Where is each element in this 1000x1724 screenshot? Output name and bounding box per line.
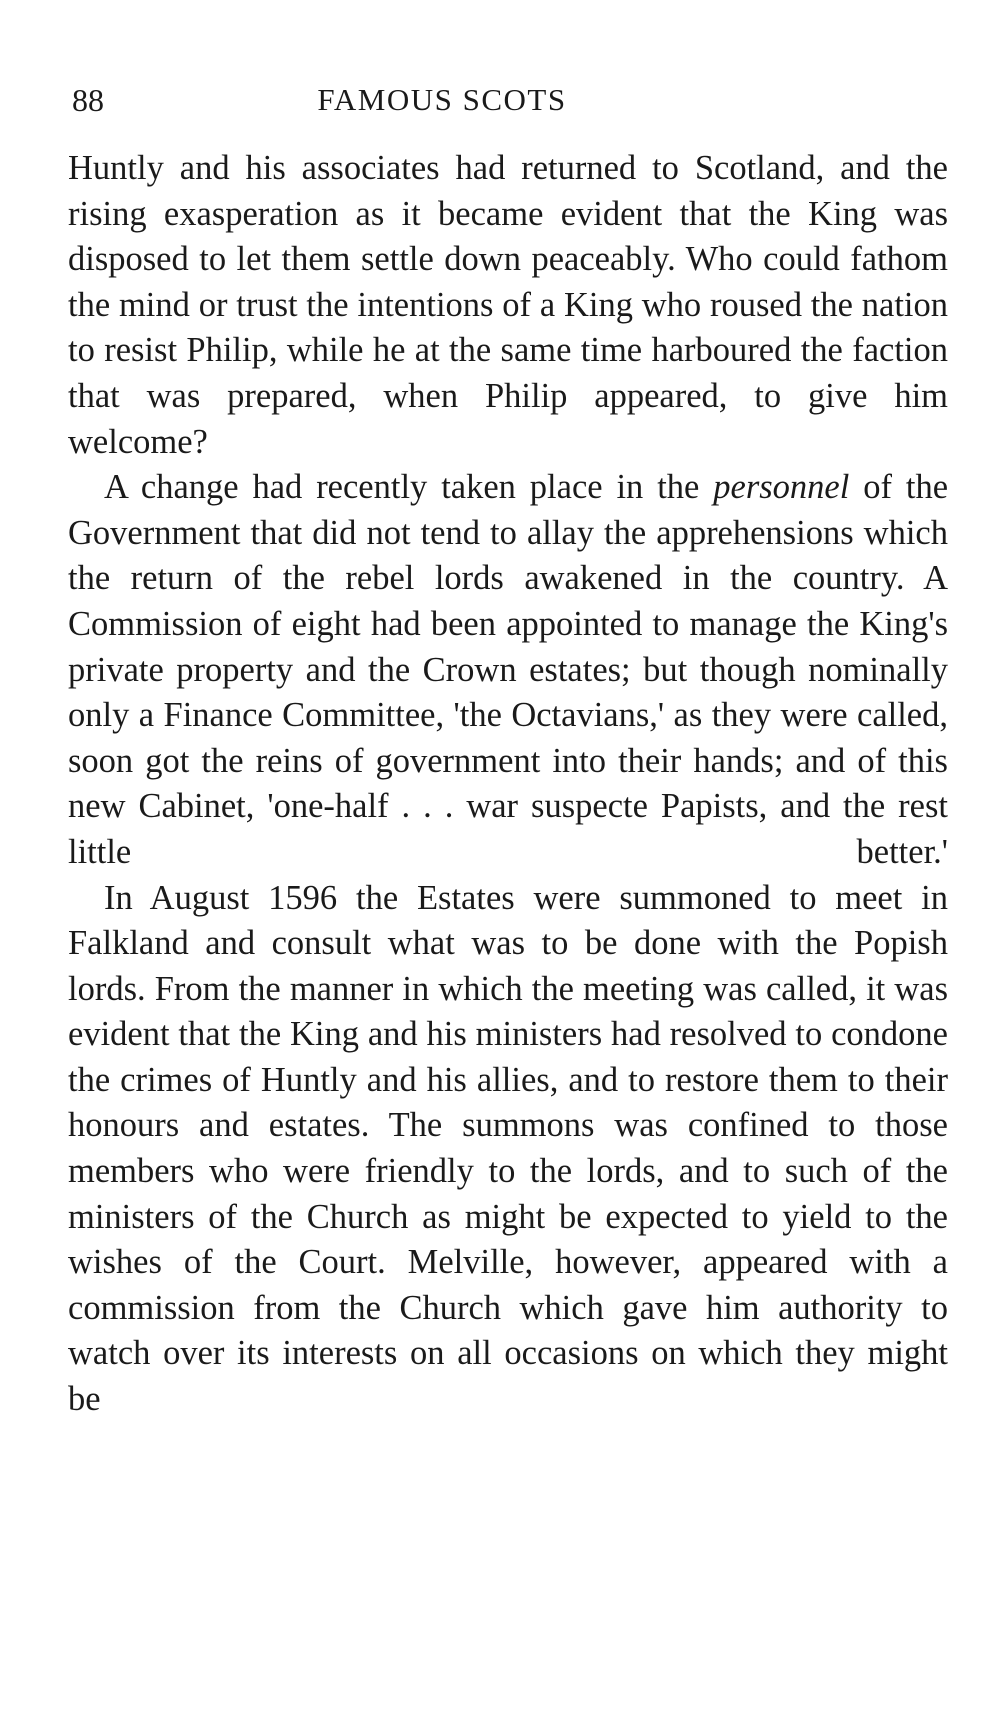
paragraph-2	[68, 465, 948, 875]
running-head	[72, 80, 952, 130]
paragraph-2-lead: A change had recently taken place in the	[104, 468, 714, 507]
page-number: 88	[72, 82, 104, 118]
paragraph-3: In August 1596 the Estates were summoned to meet in Falkland and consult what was to be done with the Popish lords. From the manner in which the meeting was called, it was evident that the King and his ministers had resolved to condone the crimes of Huntly and his allies, and to restore them to their honours and estates. The summons was confined to those members who were friendly to the lords, and to such of the ministers of the Church as might be expected to yield to the wishes of the Court. Melville, however, appeared with a commission from the Church which gave him authority to watch over its interests on all occasions on which they might be	[68, 878, 948, 1419]
body-text	[68, 146, 948, 1423]
paragraph-1: Huntly and his associates had returned to Scotland, and the rising exasperation as it became evident that the King was disposed to let them settle down peaceably. Who could fathom the mind or trust the intentions of a King who roused the nation to resist Philip, while he at the same time harboured the faction that was prepared, when Philip appeared, to give him welcome?	[68, 149, 948, 461]
running-title: FAMOUS SCOTS	[317, 82, 567, 117]
italic-term: personnel	[713, 468, 850, 507]
paragraph-2-rest: of the Government that did not tend to allay the apprehensions which the return of the rebel lords awakened in the country. A Commission of eight had been appointed to manage the King's private property and the Crown estates; but though nominally only a Finance Committee, 'the Octavians,' as they were called, soon got the reins of government into their hands; and of this new Cabinet, 'one-half . . . war suspecte Papists, and the rest little better.'	[68, 468, 949, 871]
